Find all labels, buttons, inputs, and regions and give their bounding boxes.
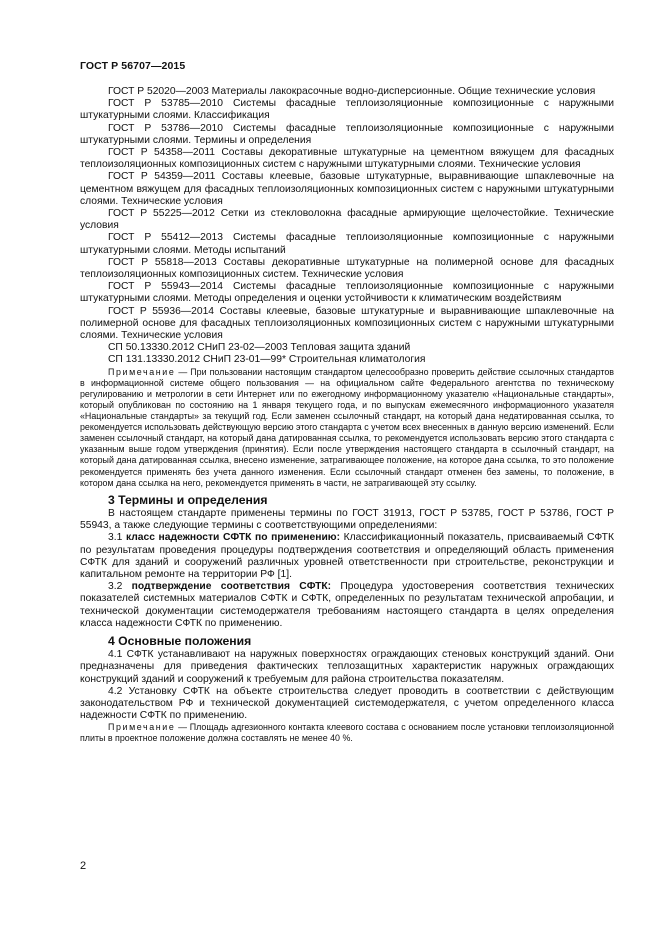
document-body bbox=[80, 86, 614, 745]
reference-item: ГОСТ Р 55225—2012 Сетки из стекловолокна фасадные армирующие щелочестойкие. Технические условия bbox=[80, 208, 614, 232]
reference-item: ГОСТ Р 52020—2003 Материалы лакокрасочные водно-дисперсионные. Общие технические условия bbox=[108, 86, 596, 97]
reference-item: ГОСТ Р 55936—2014 Составы клеевые, базовые штукатурные и выравнивающие шпаклевочные на полимерной основе для фасадных теплоизоляционных композиционных систем с наружными штукатурными слоями. Технические условия bbox=[80, 305, 614, 342]
references-note bbox=[80, 367, 614, 489]
note-label: Примечание bbox=[108, 722, 176, 733]
section-4-note bbox=[80, 722, 614, 744]
definition-3-2 bbox=[80, 581, 614, 630]
reference-item: ГОСТ Р 54358—2011 Составы декоративные штукатурные на цементном вяжущем для фасадных теплоизоляционных композиционных систем с наружными штукатурными слоями. Технические условия bbox=[80, 147, 614, 171]
reference-item: ГОСТ Р 53785—2010 Системы фасадные теплоизоляционные композиционные с наружными штукатурными слоями. Классификация bbox=[80, 98, 614, 122]
section-4-heading: 4 Основные положения bbox=[108, 633, 252, 648]
definition-term: класс надежности СФТК по применению: bbox=[125, 532, 341, 544]
section-4-paragraph-2: 4.2 Установку СФТК на объекте строительства следует проводить в соответствии с действующим законодательством РФ и технической документацией системодержателя, с учетом определенного класса надежности СФТК по применению. bbox=[80, 685, 614, 722]
reference-item: ГОСТ Р 55943—2014 Системы фасадные теплоизоляционные композиционные с наружными штукатурными слоями. Методы определения и оценки устойчивости к климатическим воздействиям bbox=[80, 281, 614, 305]
reference-item: СП 131.13330.2012 СНиП 23-01—99* Строительная климатология bbox=[108, 354, 426, 366]
reference-item: ГОСТ Р 55412—2013 Системы фасадные теплоизоляционные композиционные с наружными штукатурными слоями. Методы испытаний bbox=[80, 232, 614, 256]
section-3-intro: В настоящем стандарте применены термины по ГОСТ 31913, ГОСТ Р 53785, ГОСТ Р 53786, ГОСТ Р 55943, а также следующие термины с соответствующими определениями: bbox=[80, 507, 614, 532]
definition-number: 3.1 bbox=[108, 532, 123, 544]
definition-term: подтверждение соответствия СФТК: bbox=[131, 581, 332, 593]
section-3-heading: 3 Термины и определения bbox=[108, 492, 268, 507]
definition-3-1 bbox=[80, 532, 614, 581]
reference-item: СП 50.13330.2012 СНиП 23-02—2003 Тепловая защита зданий bbox=[108, 342, 411, 354]
definition-text: Классификационный показатель, присваиваемый СФТК по результатам проведения процедуры подтверждения соответствия и определяющий область применения СФТК для зданий и сооружений различных уровней ответственности при строительстве, реконструкции и капитальном ремонте на территории РФ [1]. bbox=[80, 532, 614, 580]
page-number: 2 bbox=[80, 860, 87, 872]
references-list bbox=[80, 86, 614, 367]
section-4-paragraph-1: 4.1 СФТК устанавливают на наружных поверхностях ограждающих стеновых конструкций зданий. Они предназначены для приведения фактических теплозащитных характеристик наружных ограждающих конструкций зданий и сооружений к требуемым для района строительства показателям. bbox=[80, 649, 614, 685]
note-label: Примечание bbox=[108, 366, 176, 377]
note-text: — Площадь адгезионного контакта клеевого состава с основанием после установки теплоизоляционной плиты в проектное положение должна составлять не менее 40 %. bbox=[80, 722, 614, 744]
note-text: — При пользовании настоящим стандартом целесообразно проверить действие ссылочных стандартов в информационной системе общего пользования — на официальном сайте Федерального агентства по техническому регулированию и метрологии в сети Интернет или по ежегодному информационному указателю «Национальные стандарты», который опубликован по состоянию на 1 января текущего года, и по выпускам ежемесячного информационного указателя «Национальные стандарты» за текущий год. Если заменен ссылочный стандарт, на который дана недатированная ссылка, то рекомендуется использовать действующую версию этого стандарта с учетом всех внесенных в данную версию изменений. Если заменен ссылочный стандарт, на который дана датированная ссылка, то рекомендуется использовать версию этого стандарта с указанным выше годом утверждения (принятия). Если после утверждения настоящего стандарта в ссылочный стандарт, на который дана датированная ссылка, внесено изменение, затрагивающее положение, на которое дана ссылка, то это положение рекомендуется применять без учета данного изменения. Если ссылочный стандарт отменен без замены, то положение, в котором дана ссылка на него, рекомендуется применять в части, не затрагивающей эту ссылку. bbox=[80, 366, 615, 488]
reference-item: ГОСТ Р 53786—2010 Системы фасадные теплоизоляционные композиционные с наружными штукатурными слоями. Термины и определения bbox=[80, 122, 614, 146]
document-header: ГОСТ Р 56707—2015 bbox=[80, 60, 186, 72]
reference-item: ГОСТ Р 55818—2013 Составы декоративные штукатурные на полимерной основе для фасадных теплоизоляционных композиционных систем. Технические условия bbox=[80, 256, 614, 281]
definition-text: Процедура удостоверения соответствия технических показателей системных материалов СФТК и СФТК, определенных по результатам технической апробации, и технической документации системодержателя требованиям настоящего стандарта в целях определения класса надежности СФТК по применению. bbox=[80, 581, 614, 629]
reference-item: ГОСТ Р 54359—2011 Составы клеевые, базовые штукатурные, выравнивающие шпаклевочные на цементном вяжущем для фасадных теплоизоляционных композиционных систем с наружными штукатурными слоями. Технические условия bbox=[80, 171, 614, 207]
definition-number: 3.2 bbox=[108, 581, 123, 593]
